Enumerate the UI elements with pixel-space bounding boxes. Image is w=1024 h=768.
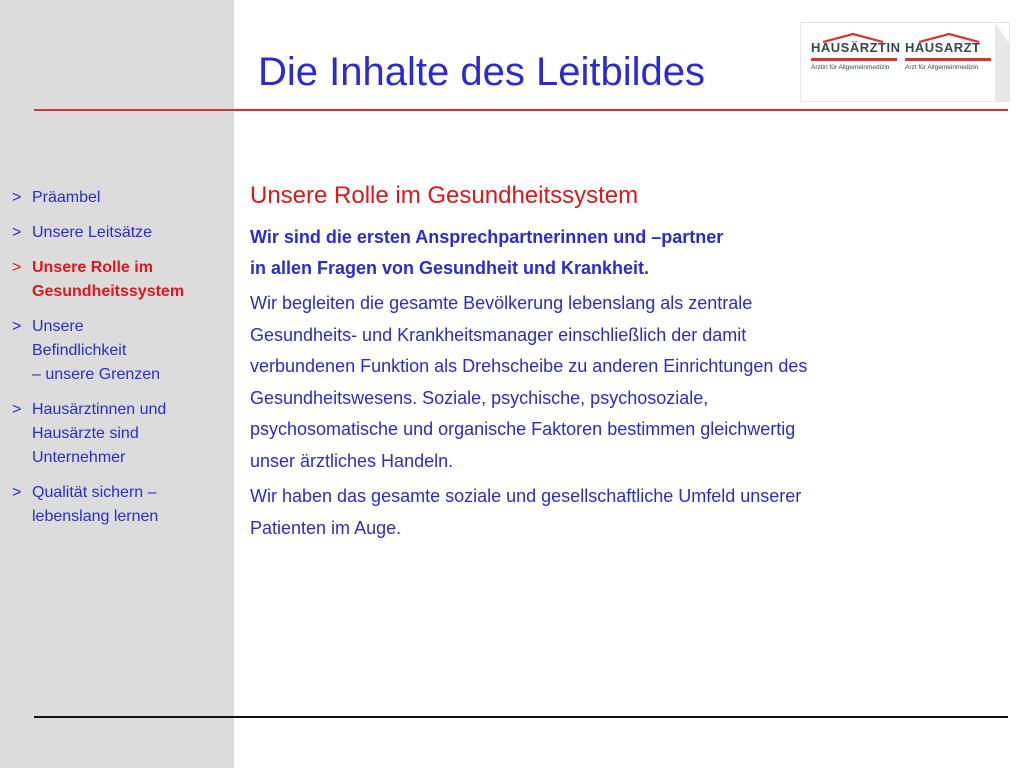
nav-item-praeambel[interactable] <box>12 186 227 210</box>
paragraph-line: Gesundheits- und Krankheitsmanager einschließlich der damit <box>250 324 747 345</box>
nav-item-label: Unternehmer <box>32 449 126 466</box>
logo <box>800 22 1010 102</box>
paragraph-line: psychosomatische und organische Faktoren bestimmen gleichwertig <box>250 419 796 439</box>
nav-item-label: Unsere Rolle im <box>32 259 153 276</box>
paragraph-line: Patienten im Auge. <box>250 517 402 538</box>
logo-bar <box>811 58 897 61</box>
nav-item-label: Unsere <box>32 318 84 335</box>
paragraph-line: Wir begleiten die gesamte Bevölkerung lebenslang als zentrale <box>250 293 753 313</box>
nav-item-leitsaetze[interactable] <box>12 221 227 245</box>
nav-marker: > <box>12 189 22 206</box>
logo-hausaerztin <box>811 41 901 71</box>
logo-sub-right: Arzt für Allgemeinmedizin <box>905 64 979 71</box>
nav-item-label: Hausärzte sind <box>32 425 139 442</box>
nav-item-label: Hausärztinnen und <box>32 401 167 418</box>
paragraph-line: verbundenen Funktion als Drehscheibe zu anderen Einrichtungen des <box>250 356 808 376</box>
paragraph-line: unser ärztliches Handeln. <box>250 450 454 471</box>
nav-item-rolle[interactable] <box>12 256 227 304</box>
logo-name-left: HAUSÄRZTIN <box>811 40 901 55</box>
nav-item-label: lebenslang lernen <box>32 508 159 525</box>
sidebar-nav <box>12 186 227 540</box>
logo-name-right: HAUSARZT <box>905 40 981 55</box>
logo-edge-icon <box>995 23 1009 101</box>
nav-item-label: – unsere Grenzen <box>32 366 161 383</box>
nav-item-befindlichkeit[interactable] <box>12 315 227 387</box>
nav-marker: > <box>12 259 22 276</box>
footer-divider <box>34 716 1008 718</box>
logo-bar <box>905 58 991 61</box>
logo-sub-left: Ärztin für Allgemeinmedizin <box>811 64 890 71</box>
nav-marker: > <box>12 484 22 501</box>
page-title: Die Inhalte des Leitbildes <box>258 50 705 94</box>
nav-marker: > <box>12 224 22 241</box>
section-heading: Unsere Rolle im Gesundheitssystem <box>250 182 639 209</box>
lead-line: in allen Fragen von Gesundheit und Krankheit. <box>250 258 650 278</box>
body-paragraph <box>250 288 990 477</box>
main-content <box>250 180 990 544</box>
lead-line: Wir sind die ersten Ansprechpartnerinnen und –partner <box>250 227 724 247</box>
paragraph-line: Gesundheitswesens. Soziale, psychische, psychosoziale, <box>250 387 709 408</box>
logo-hausarzt <box>905 41 991 71</box>
nav-marker: > <box>12 401 22 418</box>
title-divider <box>34 109 1008 111</box>
nav-item-qualitaet[interactable] <box>12 481 227 529</box>
nav-item-label: Gesundheitssystem <box>32 283 185 300</box>
nav-item-label: Unsere Leitsätze <box>32 224 153 241</box>
nav-item-label: Präambel <box>32 189 101 206</box>
paragraph-line: Wir haben das gesamte soziale und gesellschaftliche Umfeld unserer <box>250 486 802 506</box>
nav-item-label: Befindlichkeit <box>32 342 127 359</box>
nav-item-label: Qualität sichern – <box>32 484 157 501</box>
body-paragraph <box>250 481 990 544</box>
lead-statement <box>250 222 990 284</box>
nav-item-unternehmer[interactable] <box>12 398 227 470</box>
nav-marker: > <box>12 318 22 335</box>
